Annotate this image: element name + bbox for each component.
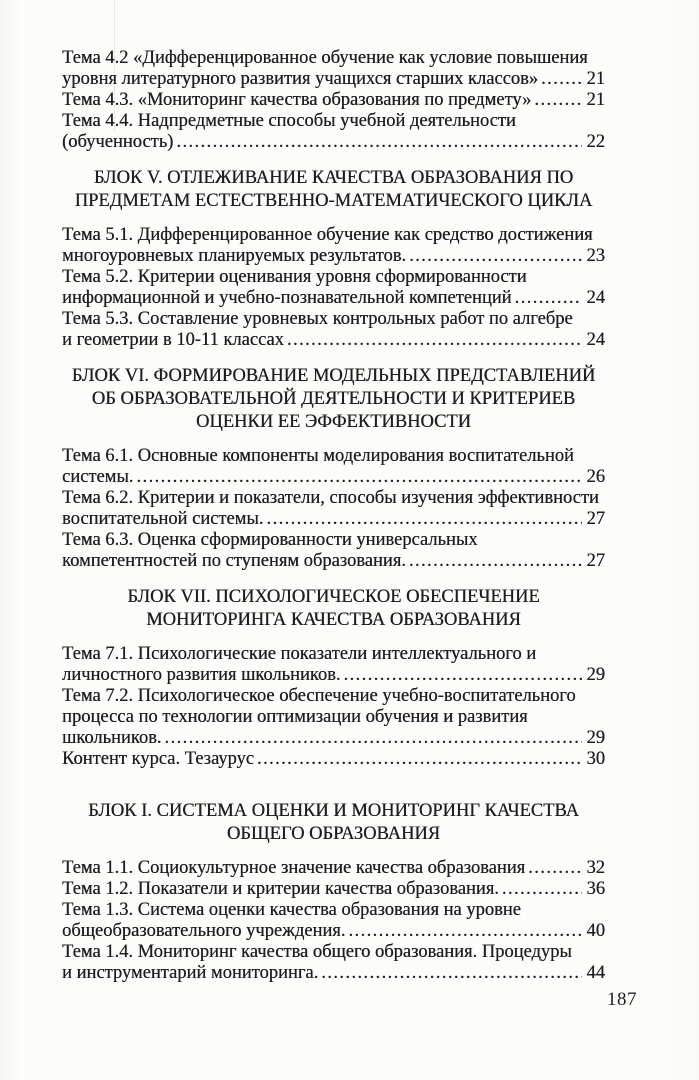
- toc-entry-text: школьников.: [62, 728, 162, 748]
- toc-entry-lastline: [62, 551, 605, 572]
- dot-leader: [528, 858, 582, 879]
- section-heading: [62, 586, 605, 632]
- dot-leader: [409, 551, 582, 572]
- toc-entry-lastline: [62, 90, 605, 111]
- dot-leader: [164, 728, 582, 749]
- dot-leader: [348, 921, 582, 942]
- toc-entry-text: Тема 1.2. Показатели и критерии качества образования.: [62, 879, 499, 899]
- toc-entry-text: Контент курса. Тезаурус: [62, 749, 254, 769]
- dot-leader: [136, 467, 582, 488]
- toc-entry-text: информационной и учебно-познавательной компетенций: [62, 288, 512, 308]
- toc-entry-lastline: [62, 858, 605, 879]
- toc-entry-page: 27: [586, 551, 605, 571]
- toc-entry: [62, 48, 605, 90]
- toc-entry-page: 30: [586, 749, 605, 769]
- toc-entry-text: личностного развития школьников.: [62, 665, 341, 685]
- toc-entry: [62, 90, 605, 111]
- toc-section: [62, 800, 605, 984]
- dot-leader: [343, 665, 582, 686]
- toc-entry-lastline: [62, 246, 605, 267]
- toc-entry-text: многоуровневых планируемых результатов.: [62, 246, 407, 266]
- toc-entry-line: Тема 6.3. Оценка сформированности универсальных: [62, 530, 478, 550]
- toc-entry: [62, 644, 605, 686]
- toc-entry-line: Тема 4.4. Надпредметные способы учебной деятельности: [62, 111, 516, 131]
- toc-entry: [62, 530, 605, 572]
- toc-entry: [62, 488, 605, 530]
- toc-entry-text: системы.: [62, 467, 134, 487]
- section-heading-line: БЛОК I. СИСТЕМА ОЦЕНКИ И МОНИТОРИНГ КАЧЕСТВА: [88, 801, 579, 821]
- toc-entry-lastline: [62, 330, 605, 351]
- toc-entry: [62, 900, 605, 942]
- toc-entry: [62, 749, 605, 770]
- toc-entry-page: 21: [586, 69, 605, 89]
- toc-entry-line: Тема 6.1. Основные компоненты моделирования воспитательной: [62, 446, 574, 466]
- toc-section: [62, 167, 605, 351]
- dot-leader: [515, 288, 582, 309]
- toc-entry-lastline: [62, 879, 605, 900]
- toc-entry-lastline: [62, 665, 605, 686]
- toc-section: [62, 586, 605, 770]
- toc-entry-line: Тема 1.3. Система оценки качества образования на уровне: [62, 900, 521, 920]
- toc-entry: [62, 879, 605, 900]
- dot-leader: [534, 90, 582, 111]
- toc-entry-lastline: [62, 467, 605, 488]
- section-heading-line: ОБ ОБРАЗОВАТЕЛЬНОЙ ДЕЯТЕЛЬНОСТИ И КРИТЕРИЕВ: [91, 389, 576, 409]
- toc-entry: [62, 942, 605, 984]
- toc-entry-line: Тема 5.2. Критерии оценивания уровня сформированности: [62, 267, 527, 287]
- toc-entry-lastline: [62, 728, 605, 749]
- toc-entry-text: Тема 4.3. «Мониторинг качества образования по предмету»: [62, 90, 532, 110]
- section-heading-line: БЛОК V. ОТЛЕЖИВАНИЕ КАЧЕСТВА ОБРАЗОВАНИЯ ПО: [93, 168, 574, 188]
- toc-entry-lastline: [62, 749, 605, 770]
- toc-entry-line: Тема 1.4. Мониторинг качества общего образования. Процедуры: [62, 942, 572, 962]
- toc-entry-text: уровня литературного развития учащихся старших классов»: [62, 69, 539, 89]
- toc-entry-text: (обученность): [62, 132, 174, 152]
- toc-entry-line: Тема 4.2 «Дифференцированное обучение как условие повышения: [62, 48, 588, 68]
- toc-entry-page: 36: [586, 879, 605, 899]
- toc-entry-text: общеобразовательного учреждения.: [62, 921, 346, 941]
- toc-entry-lastline: [62, 509, 605, 530]
- section-heading-line: БЛОК VI. ФОРМИРОВАНИЕ МОДЕЛЬНЫХ ПРЕДСТАВЛЕНИЙ: [71, 366, 596, 386]
- toc-entry: [62, 858, 605, 879]
- dot-leader: [176, 132, 582, 153]
- section-heading-line: ОБЩЕГО ОБРАЗОВАНИЯ: [226, 824, 441, 844]
- toc-entry-lastline: [62, 132, 605, 153]
- dot-leader: [502, 879, 582, 900]
- toc-entry-lastline: [62, 288, 605, 309]
- toc-entry-page: 40: [586, 921, 605, 941]
- toc-entry-page: 27: [586, 509, 605, 529]
- dot-leader: [541, 69, 582, 90]
- toc-entry-page: 24: [586, 288, 605, 308]
- toc-entry-text: и инструментарий мониторинга.: [62, 963, 319, 983]
- toc-entry-line: процесса по технологии оптимизации обучения и развития: [62, 707, 528, 727]
- toc-entry-page: 44: [586, 963, 605, 983]
- toc-entry-page: 24: [586, 330, 605, 350]
- toc-entry-lastline: [62, 921, 605, 942]
- toc-section: [62, 48, 605, 153]
- toc-entry-page: 29: [586, 665, 605, 685]
- dot-leader: [321, 963, 582, 984]
- section-heading: [62, 167, 605, 213]
- toc-section: [62, 365, 605, 572]
- toc-entry: [62, 225, 605, 267]
- toc-entry-lastline: [62, 69, 605, 90]
- toc-entry-page: 21: [586, 90, 605, 110]
- toc-entry-lastline: [62, 963, 605, 984]
- toc-entry-page: 22: [586, 132, 605, 152]
- toc-entry-page: 23: [586, 246, 605, 266]
- dot-leader: [257, 749, 582, 770]
- toc-entry-line: Тема 5.1. Дифференцированное обучение как средство достижения: [62, 225, 593, 245]
- toc-entry: [62, 111, 605, 153]
- toc-entry-line: Тема 5.3. Составление уровневых контрольных работ по алгебре: [62, 309, 573, 329]
- section-heading-line: ОЦЕНКИ ЕЕ ЭФФЕКТИВНОСТИ: [195, 412, 472, 432]
- section-heading: [62, 365, 605, 434]
- toc-entry-text: и геометрии в 10-11 классах: [62, 330, 284, 350]
- dot-leader: [266, 509, 582, 530]
- dot-leader: [287, 330, 582, 351]
- toc-entry-page: 32: [586, 858, 605, 878]
- section-heading-line: ПРЕДМЕТАМ ЕСТЕСТВЕННО-МАТЕМАТИЧЕСКОГО ЦИКЛА: [74, 191, 593, 211]
- table-of-contents: [62, 48, 605, 984]
- toc-entry-text: воспитательной системы.: [62, 509, 264, 529]
- toc-entry-page: 26: [586, 467, 605, 487]
- toc-entry-text: Тема 1.1. Социокультурное значение качества образования: [62, 858, 526, 878]
- section-heading: [62, 800, 605, 846]
- toc-entry-line: Тема 7.2. Психологическое обеспечение учебно-воспитательного: [62, 686, 576, 706]
- page-number: 187: [607, 989, 637, 1010]
- section-heading-line: МОНИТОРИНГА КАЧЕСТВА ОБРАЗОВАНИЯ: [146, 610, 521, 630]
- section-heading-line: БЛОК VII. ПСИХОЛОГИЧЕСКОЕ ОБЕСПЕЧЕНИЕ: [127, 587, 540, 607]
- toc-entry: [62, 309, 605, 351]
- toc-entry-line: Тема 7.1. Психологические показатели интеллектуального и: [62, 644, 537, 664]
- toc-entry: [62, 446, 605, 488]
- toc-entry: [62, 267, 605, 309]
- toc-entry: [62, 686, 605, 749]
- dot-leader: [409, 246, 582, 267]
- toc-entry-line: Тема 6.2. Критерии и показатели, способы изучения эффективности: [62, 488, 599, 508]
- toc-entry-text: компетентностей по ступеням образования.: [62, 551, 406, 571]
- toc-entry-page: 29: [586, 728, 605, 748]
